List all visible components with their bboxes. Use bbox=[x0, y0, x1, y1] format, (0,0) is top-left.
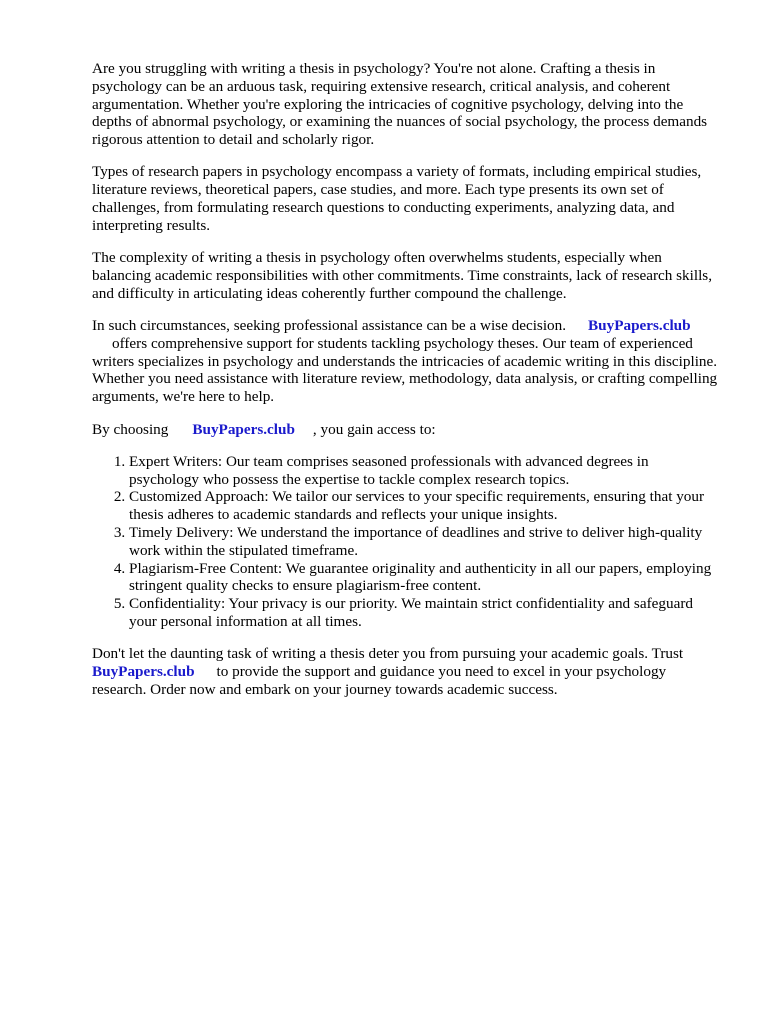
list-item: 1. Expert Writers: Our team comprises seasoned professionals with advanced degrees in psychology who possess the expertise to tackle complex research topics. bbox=[129, 453, 722, 489]
benefits-list bbox=[92, 453, 722, 631]
paragraph-assistance bbox=[92, 317, 722, 406]
paragraph-closing bbox=[92, 645, 722, 698]
list-item: 5. Confidentiality: Your privacy is our priority. We maintain strict confidentiality and safeguard your personal information at all times. bbox=[129, 595, 722, 631]
document-page bbox=[92, 60, 722, 713]
assistance-text-before: In such circumstances, seeking professional assistance can be a wise decision. bbox=[92, 317, 567, 335]
buypapers-link[interactable]: BuyPapers.club bbox=[192, 420, 295, 438]
list-item: 3. Timely Delivery: We understand the importance of deadlines and strive to deliver high-quality work within the stipulated timeframe. bbox=[129, 524, 722, 560]
choosing-text-before: By choosing bbox=[92, 420, 169, 438]
paragraph-complexity: The complexity of writing a thesis in psychology often overwhelms students, especially when balancing academic responsibilities with other commitments. Time constraints, lack of research skills, and difficulty in articulating ideas coherently further compound the challenge. bbox=[92, 249, 713, 302]
list-item: 2. Customized Approach: We tailor our services to your specific requirements, ensuring that your thesis adheres to academic standards and reflects your unique insights. bbox=[129, 488, 722, 524]
buypapers-link[interactable]: BuyPapers.club bbox=[588, 317, 691, 335]
buypapers-link[interactable]: BuyPapers.club bbox=[92, 663, 195, 681]
choosing-text-after: , you gain access to: bbox=[312, 420, 436, 438]
assistance-text-after: offers comprehensive support for students tackling psychology theses. Our team of experienced writers specializes in psychology and understands the intricacies of academic writing in this discipline. Whether you need assistance with literature review, methodology, data analysis, or crafting compelling arguments, we're here to help. bbox=[92, 334, 718, 406]
closing-text-after: to provide the support and guidance you need to excel in your psychology research. Order now and embark on your journey towards academic success. bbox=[92, 663, 667, 698]
paragraph-choosing bbox=[92, 421, 722, 439]
paragraph-types: Types of research papers in psychology encompass a variety of formats, including empirical studies, literature reviews, theoretical papers, case studies, and more. Each type presents its own set of challenges, from formulating research questions to conducting experiments, analyzing data, and interpreting results. bbox=[92, 163, 702, 234]
list-item: 4. Plagiarism-Free Content: We guarantee originality and authenticity in all our papers, employing stringent quality checks to ensure plagiarism-free content. bbox=[129, 560, 722, 596]
closing-text-before: Don't let the daunting task of writing a thesis deter you from pursuing your academic goals. Trust bbox=[92, 645, 684, 663]
paragraph-intro: Are you struggling with writing a thesis in psychology? You're not alone. Crafting a thesis in psychology can be an arduous task, requiring extensive research, critical analysis, and coherent argumentation. Whether you're exploring the intricacies of cognitive psychology, delving into the depths of abnormal psychology, or examining the nuances of social psychology, the process demands rigorous attention to detail and scholarly rigor. bbox=[92, 60, 708, 149]
